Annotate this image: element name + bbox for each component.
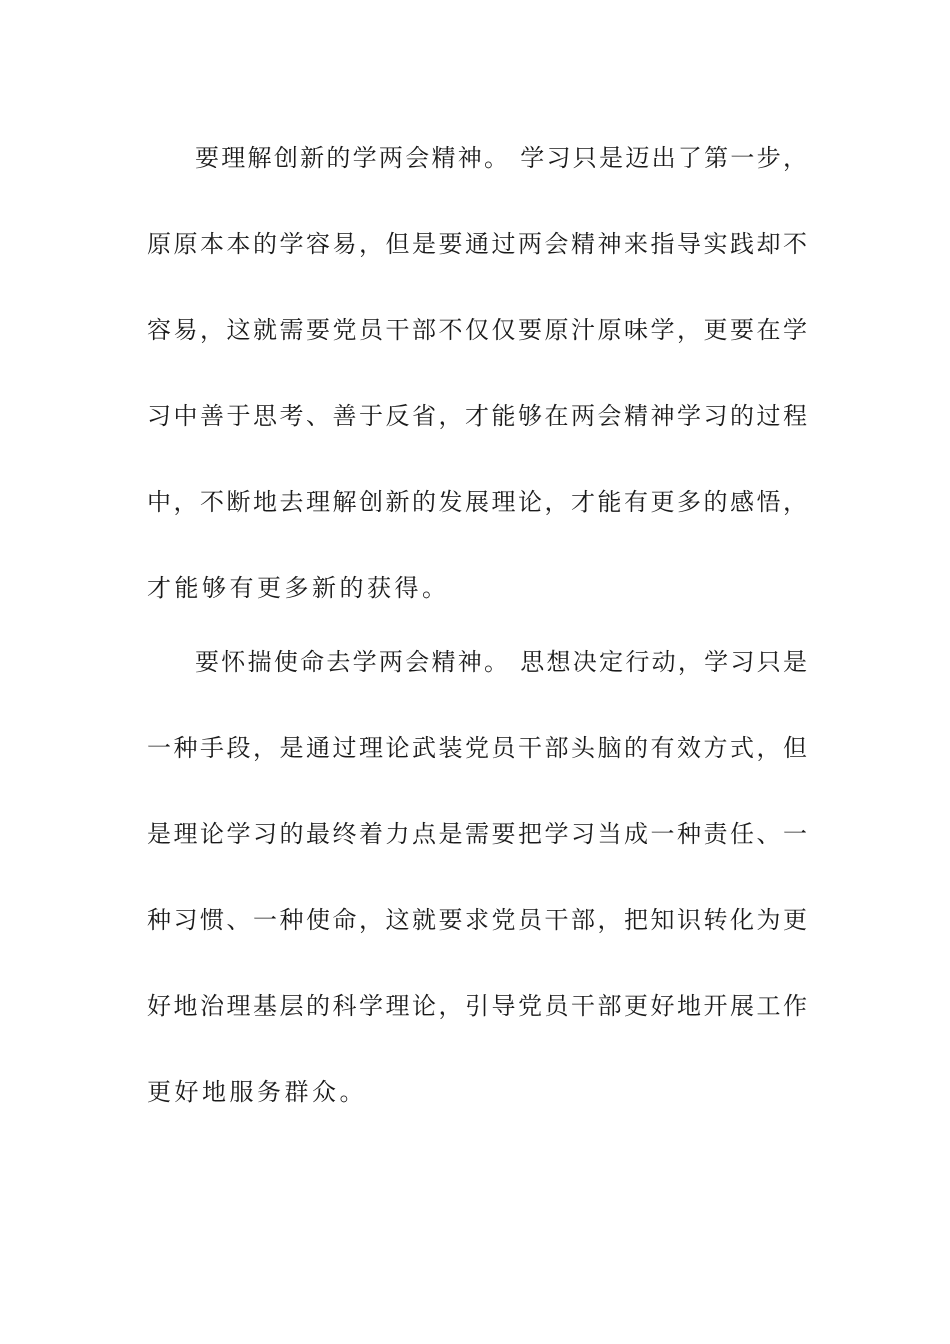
text-line: 好地治理基层的科学理论，引导党员干部更好地开展工作: [147, 992, 807, 1020]
text-line: 原原本本的学容易，但是要通过两会精神来指导实践却不: [147, 230, 807, 258]
text-line: 一种手段，是通过理论武装党员干部头脑的有效方式，但: [147, 734, 807, 762]
text-line: 是理论学习的最终着力点是需要把学习当成一种责任、一: [147, 820, 807, 848]
text-line: 中，不断地去理解创新的发展理论，才能有更多的感悟，: [147, 488, 807, 516]
text-line: 种习惯、一种使命，这就要求党员干部，把知识转化为更: [147, 906, 807, 934]
text-line: 要理解创新的学两会精神。 学习只是迈出了第一步，: [195, 144, 807, 172]
text-line: 容易，这就需要党员干部不仅仅要原汁原味学，更要在学: [147, 316, 807, 344]
text-line: 习中善于思考、善于反省，才能够在两会精神学习的过程: [147, 402, 807, 430]
text-line: 才能够有更多新的获得。: [147, 574, 450, 602]
text-line: 更好地服务群众。: [147, 1078, 367, 1106]
text-line: 要怀揣使命去学两会精神。 思想决定行动，学习只是: [195, 648, 807, 676]
